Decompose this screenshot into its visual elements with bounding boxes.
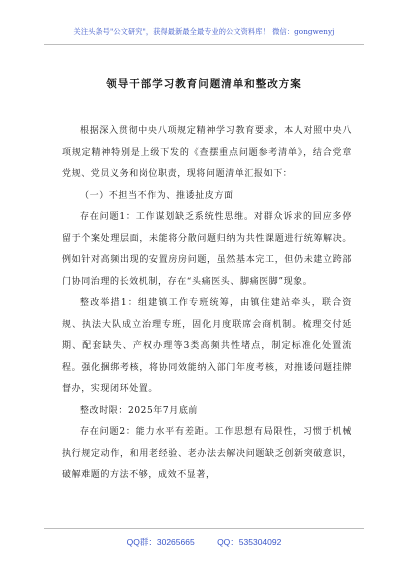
footer-qq: QQ：535304092 <box>217 537 282 547</box>
document-title: 领导干部学习教育问题清单和整改方案 <box>106 78 302 90</box>
footer-contact <box>0 536 408 548</box>
document-body <box>62 121 352 487</box>
section-heading: （一）不担当不作为、推诿扯皮方面 <box>80 190 234 201</box>
header-divider <box>44 44 364 45</box>
problem-1-paragraph: 存在问题1：工作谋划缺乏系统性思维。对群众诉求的回应多停留于个案处理层面，未能将分散问题归纳为共性课题进行统筹解决。例如针对高频出现的安置房房问题，虽然基本完工，但仍未建立跨部门协同治理的长效机制，存在“头痛医头、脚痛医脚”现象。 <box>62 212 352 287</box>
footer-qq-group: QQ群：30265665 <box>126 537 195 547</box>
deadline-paragraph: 整改时限：2025年7月底前 <box>80 405 199 416</box>
problem-2-paragraph: 存在问题2：能力水平有差距。工作思想有局限性，习惯于机械执行规定动作，和用老经验、老办法去解决问题缺乏创新突破意识，破解难题的方法不够，成效不显著， <box>62 427 352 480</box>
measure-1-paragraph: 整改举措1：组建镇工作专班统筹，由镇住建站牵头，联合资规、执法大队成立治理专班，固化月度联席会商机制。梳理交付延期、配套缺失、产权办理等3类高频共性堵点，制定标准化处置流程。强化捆绑考核，将协同效能纳入部门年度考核，对推诿问题挂牌督办，实现闭环处置。 <box>62 298 352 394</box>
footer-divider <box>44 528 364 529</box>
header-banner: 关注头条号"公文研究"，获得最新最全最专业的公文资料库！ 微信：gongwenyj <box>73 27 335 36</box>
intro-paragraph: 根据深入贯彻中央八项规定精神学习教育要求，本人对照中央八项规定精神特别是上级下发的《查摆重点问题参考清单》，结合党章党规、党员义务和岗位职责，现将问题清单汇报如下： <box>62 126 352 179</box>
